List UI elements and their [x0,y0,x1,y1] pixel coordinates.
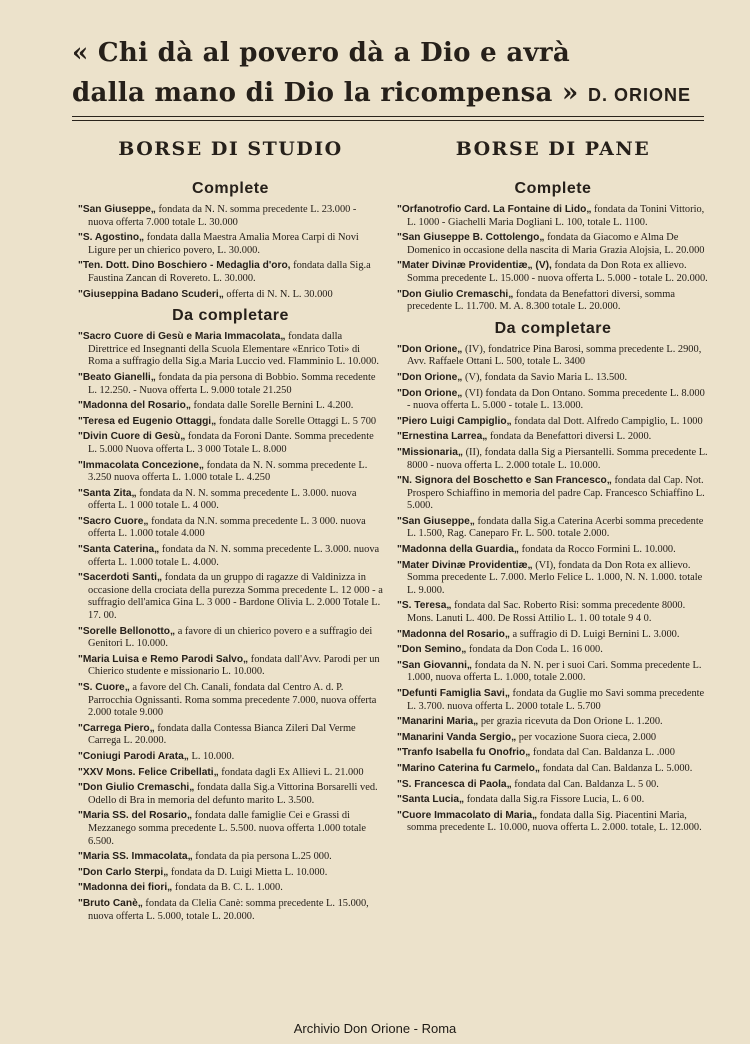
fund-name: "Don Orione„ [397,343,463,355]
fund-entry [397,600,709,625]
fund-entry [78,232,383,257]
fund-details: fondata dal Sac. Roberto Risi: somma precedente 8000. Mons. Lanuti L. 400. De Rossi Attilio L. 1. 00 totale 9 4 0. [407,600,686,625]
header-rule-bottom [72,120,704,121]
fund-name: "Don Carlo Sterpi„ [78,866,169,878]
fund-entry [78,810,383,848]
fund-details: fondata dalla Maestra Amalia Morea Carpi di Novi Ligure per un chierico povero, L. 30.000. [88,232,359,256]
fund-name: "S. Cuore„ [78,682,130,693]
fund-name: "Sacro Cuore„ [78,515,149,527]
fund-details: per grazia ricevuta da Don Orione L. 1.200. [478,716,663,728]
fund-details: fondata dal Dott. Alfredo Campiglio, L. 1000 [511,415,703,427]
fund-details: (IV), fondatrice Pina Barosi, somma precedente L. 2900, Avv. Raffaele Ottani L. 500, totale L. 3400 [407,343,702,368]
fund-details: fondata dagli Ex Allievi L. 21.000 [218,766,364,778]
fund-entry [397,644,709,657]
signature: D. ORIONE [587,85,691,105]
fund-name: "Santa Lucia„ [397,794,465,806]
fund-name: "San Giuseppe„ [397,515,475,527]
fund-name: "Mater Divinæ Providentiæ„ [397,559,533,571]
fund-entry [78,460,383,485]
fund-details: a favore del Ch. Canali, fondata dal Centro A. d. P. Parrocchia Ognissanti. Roma somma precedente 7.000, nuova offerta 2.000 totale 9.000 [88,682,377,719]
fund-name: "Bruto Canè„ [78,897,143,909]
fund-entry [78,331,383,369]
fund-name: "Orfanotrofio Card. La Fontaine di Lido„ [397,204,592,215]
quote-line-2 [72,73,712,115]
fund-name: "Don Orione„ [397,371,463,383]
fund-details: fondata da Benefattori diversi, somma precedente L. 11.700. M. A. 8.300 totale L. 20.000. [407,288,675,313]
fund-name: "Maria SS. del Rosario„ [78,810,193,822]
fund-name: "Ernestina Larrea„ [397,431,488,443]
fund-name: "S. Francesca di Paola„ [397,778,512,790]
fund-details: fondata dall'Avv. Parodi per un Chierico studente e missionario L. 10.000. [88,653,380,678]
fund-entry [78,851,383,864]
left-tocomplete-list [78,331,383,923]
fund-name: "Tranfo Isabella fu Onofrio„ [397,747,531,759]
fund-name: "S. Teresa„ [397,600,452,612]
fund-name: "Santa Zita„ [78,487,137,499]
fund-details: fondata da Tonini Vittorio, L. 1000 - Giachelli Maria Dogliani L. 100, totale L. 1100. [407,204,705,228]
fund-entry [397,232,709,257]
borse-studio-title: BORSE DI STUDIO [118,138,343,160]
fund-name: "Missionaria„ [397,446,463,458]
fund-entry [78,654,383,679]
fund-details: fondata da Guglie mo Savi somma precedente L. 3.700. nuova offerta L. 2000 totale L. 5.700 [407,688,705,712]
fund-entry [78,372,383,397]
right-tocomplete-title: Da completare [494,319,612,337]
fund-entry [397,779,709,792]
right-complete-title: Complete [514,180,592,197]
fund-details: (V), fondata da Savio Maria L. 13.500. [462,371,628,383]
fund-entry [78,431,383,456]
fund-details: fondata dalla Direttrice ed Insegnanti della Scuola Elementare «Enrico Toti» di Roma a suffragio della Sig.a Maria Luccio ved. Flamminio L. 10.000. [88,331,379,368]
fund-entry [397,747,709,760]
right-complete-list [397,204,709,314]
fund-details: fondata dalle Sorelle Bernini L. 4.200. [190,400,354,412]
fund-name: "Marino Caterina fu Carmelo„ [397,762,540,774]
fund-entry [78,782,383,807]
fund-details: fondata dalla Sig.a Vittorina Borsarelli ved. Odello di Bra in memoria del defunto marito L. 3.500. [88,782,378,806]
fund-details: fondata dalla Sig.a Caterina Acerbi somma precedente L. 1.500, Rag. Caneparo Fr. L. 500. totale 2.000. [407,515,704,540]
fund-details: fondata da N. N. somma precedente L. 23.000 - nuova offerta 7.000 totale L. 30.000 [88,204,357,228]
fund-entry [397,388,709,413]
fund-entry [78,260,383,285]
fund-details: fondata dalla Sig.a Faustina Zancan di Rovereto. L. 30.000. [88,260,371,284]
fund-entry [397,204,709,229]
fund-name: "San Giuseppe„ [78,204,156,215]
fund-entry [78,682,383,720]
fund-name: "Sacerdoti Santi„ [78,572,163,584]
fund-entry [78,544,383,569]
fund-name: "Maria SS. Immacolata„ [78,851,193,863]
fund-entry [78,882,383,895]
fund-entry [78,626,383,651]
fund-entry [397,763,709,776]
fund-details: fondata da Foroni Dante. Somma precedente L. 5.000 Nuova offerta L. 3 000 Totale L. 8.000 [88,431,374,455]
fund-name: "Immacolata Concezione„ [78,459,204,471]
fund-name: "Madonna del Rosario„ [397,628,510,640]
fund-details: fondata da B. C. L. 1.000. [172,882,283,894]
fund-details: fondata da Rocco Formini L. 10.000. [519,544,676,556]
fund-entry [397,716,709,729]
fund-name: "San Giuseppe B. Cottolengo„ [397,232,545,244]
fund-name: "Carrega Piero„ [78,722,155,734]
fund-name: "Madonna del Rosario„ [78,400,191,412]
fund-details: fondata da N.N. somma precedente L. 3 000. nuova offerta L. 1.000 totale 4.000 [88,515,366,540]
fund-entry [397,660,709,685]
right-tocomplete-list [397,344,709,835]
fund-name: "Cuore Immacolato di Maria„ [397,809,538,821]
fund-name: "San Giovanni„ [397,659,473,671]
left-tocomplete-title: Da completare [172,307,289,325]
fund-details: fondata da un gruppo di ragazze di Valdinizza in occasione della crociata della purezza Somma precedente L. 12 000 - a suffragio dell'amica Gina L. 3 000 - Bardone Olivia L. 2.000 Totale L. 17. 00. [88,572,383,622]
fund-details: fondata da D. Luigi Mietta L. 10.000. [168,866,328,878]
fund-entry [397,416,709,429]
left-complete-list [78,204,383,301]
fund-name: "Manarini Vanda Sergio„ [397,731,517,743]
fund-entry [397,516,709,541]
fund-name: "Defunti Famiglia Savi„ [397,688,510,699]
fund-details: fondata dal Can. Baldanza L. .000 [530,747,675,759]
fund-name: "Madonna dei fiori„ [78,882,173,894]
fund-name: "XXV Mons. Felice Cribellati„ [78,766,219,778]
fund-details: fondata dalle Sorelle Ottaggi L. 5 700 [216,415,377,427]
fund-name: "Mater Divinæ Providentiæ„ (V), [397,260,552,272]
fund-entry [397,560,709,598]
fund-name: "Ten. Dott. Dino Boschiero - Medaglia d'oro, [78,260,291,272]
fund-entry [78,416,383,429]
fund-name: "Teresa ed Eugenio Ottaggi„ [78,415,217,427]
fund-name: "Piero Luigi Campiglio„ [397,415,512,427]
fund-details: fondata da Don Rota ex allievo. Somma precedente L. 15.000 - nuova offerta L. 5.000 - totale L. 20.000. [407,260,708,284]
fund-name: "Don Giulio Cremaschi„ [397,288,514,300]
fund-entry [397,810,709,835]
fund-name: "Coniugi Parodi Arata„ [78,750,189,762]
fund-entry [78,898,383,923]
fund-details: fondata da Clelia Canè: somma precedente L. 15.000, nuova offerta L. 5.000, totale L. 20.000. [88,897,369,922]
fund-name: "Maria Luisa e Remo Parodi Salvo„ [78,653,249,665]
fund-entry [78,867,383,880]
fund-name: "N. Signora del Boschetto e San Francesco„ [397,475,612,487]
fund-entry [78,751,383,764]
fund-details: fondata da Giacomo e Alma De Domenico in occasione della nascita di Maria Grazia Alojsia, L. 20.000 [407,232,705,256]
fund-details: fondata da N. N. per i suoi Cari. Somma precedente L. 1.000, nuova offerta L. 1.000, totale 2.000. [407,659,702,684]
fund-name: "Don Giulio Cremaschi„ [78,782,195,794]
header-quote [72,33,712,115]
quote-line-2-text: dalla mano di Dio la ricompensa » [72,78,579,108]
fund-entry [397,431,709,444]
fund-details: fondata dal Can. Baldanza L. 5 00. [511,778,659,790]
left-column [78,138,383,926]
fund-details: (VI), fondata da Don Rota ex allievo. Somma precedente L. 7.000. Merlo Felice L. 1.000, N. N. 1.000. totale L. 9.000. [407,559,703,596]
fund-name: "Don Orione„ [397,387,463,399]
fund-details: fondata da pia persona di Bobbio. Somma recedente L. 12.250. - Nuova offerta L. 9.000 totale 21.250 [88,371,376,396]
fund-details: (II), fondata dalla Sig a Piersantelli. Somma precedente L. 8000 - nuova offerta L. 2.000 totale L. 10.000. [407,446,708,471]
fund-entry [78,289,383,302]
fund-details: fondata dal Cap. Not. Prospero Schiaffino in memoria del padre Cap. Francesco Schiaffino L. 5.000. [407,475,705,512]
fund-entry [78,723,383,748]
fund-name: "Giuseppina Badano Scuderi„ [78,288,224,300]
fund-details: a suffragio di D. Luigi Bernini L. 3.000. [509,628,680,640]
fund-details: fondata da N. N. somma precedente L. 3.000. nuova offerta L. 1.000 totale L. 4.000. [88,544,380,568]
fund-entry [397,372,709,385]
fund-entry [78,488,383,513]
fund-entry [397,794,709,807]
header-rule-top [72,116,704,117]
fund-name: "Madonna della Guardia„ [397,544,520,556]
fund-name: "Don Semino„ [397,644,467,656]
fund-details: per vocazione Suora cieca, 2.000 [516,731,657,743]
fund-name: "Santa Caterina„ [78,544,160,556]
fund-name: "Sorelle Bellonotto„ [78,625,176,637]
fund-details: fondata da N. N. somma precedente L. 3.250 nuova offerta L. 1.000 totale L. 4.250 [88,459,368,484]
fund-details: offerta di N. N. L. 30.000 [223,288,333,300]
fund-details: fondata da pia persona L.25 000. [192,851,332,863]
left-complete-title: Complete [192,180,269,197]
fund-details: fondata dalla Contessa Bianca Zileri Dal Verme Carrega L. 20.000. [88,722,356,747]
right-column [397,138,709,838]
borse-pane-title: BORSE DI PANE [455,138,651,160]
fund-entry [397,289,709,314]
fund-entry [397,260,709,285]
fund-entry [78,400,383,413]
fund-entry [397,629,709,642]
fund-entry [397,688,709,713]
fund-entry [78,572,383,622]
fund-name: "Sacro Cuore di Gesù e Maria Immacolata„ [78,331,286,343]
fund-details: fondata da Benefattori diversi L. 2000. [487,431,652,443]
fund-entry [78,204,383,229]
fund-entry [78,516,383,541]
fund-name: "S. Agostino„ [78,232,145,244]
archive-footer: Archivio Don Orione - Roma [293,1021,457,1036]
fund-details: (VI) fondata da Don Ontano. Somma precedente L. 8.000 - nuova offerta L. 5.000 - totale L. 13.000. [407,387,705,412]
fund-details: fondata dalla Sig. Piacentini Maria, somma precedente L. 10.000, nuova offerta L. 2.000. totale, L. 12.000. [407,809,702,834]
fund-name: "Manarini Maria„ [397,716,479,728]
fund-entry [397,344,709,369]
fund-details: L. 10.000. [188,750,235,762]
fund-entry [397,732,709,745]
fund-name: "Divin Cuore di Gesù„ [78,431,186,443]
fund-details: fondata da N. N. somma precedente L. 3.000. nuova offerta L. 1 000 totale L. 4 000. [88,487,357,512]
fund-details: fondata dalle famiglie Cei e Grassi di Mezzanego somma precedente L. 5.500. nuova offerta 1.000 totale 6.500. [88,810,366,847]
fund-name: "Beato Gianelli„ [78,371,156,383]
quote-line-1: « Chi dà al povero dà a Dio e avrà [72,38,571,68]
fund-details: fondata dal Can. Baldanza L. 5.000. [539,762,693,774]
fund-details: fondata da Don Coda L. 16 000. [466,644,603,656]
fund-details: fondata dalla Sig.ra Fissore Lucia, L. 6 00. [464,794,645,806]
fund-entry [397,475,709,513]
fund-entry [78,767,383,780]
fund-details: a favore di un chierico povero e a suffragio dei Genitori L. 10.000. [88,625,373,650]
fund-entry [397,447,709,472]
fund-entry [397,544,709,557]
